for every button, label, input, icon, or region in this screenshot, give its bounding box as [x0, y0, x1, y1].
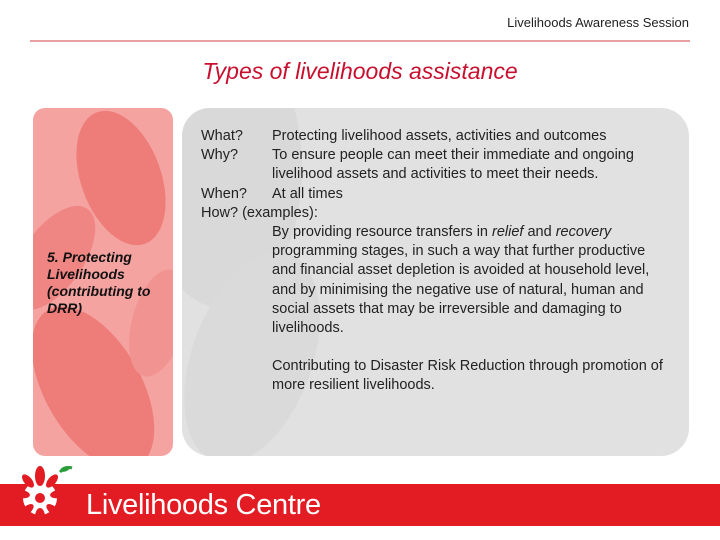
why-row — [182, 146, 682, 184]
when-row — [182, 185, 682, 204]
footer-brand: Livelihoods Centre — [86, 489, 321, 521]
panel-label: 5. Protecting Livelihoods (contributing to DRR) — [47, 249, 151, 316]
when-key: When? — [201, 185, 247, 202]
how-key: How? (examples): — [201, 204, 318, 221]
why-value: To ensure people can meet their immediate and ongoing livelihood assets and activities to meet their needs. — [272, 147, 634, 183]
what-key: What? — [201, 128, 243, 144]
livelihoods-logo-icon — [0, 462, 86, 530]
how-paragraph-2: Contributing to Disaster Risk Reduction through promotion of more resilient livelihoods. — [272, 358, 663, 394]
content-text — [182, 127, 682, 396]
header-divider — [30, 40, 690, 42]
slide-title: Types of livelihoods assistance — [202, 58, 518, 84]
when-value: At all times — [272, 185, 343, 202]
why-key: Why? — [201, 147, 239, 164]
how-paragraph-1: By providing resource transfers in relief and recovery programming stages, in such a way that further productive and financial asset depletion is avoided at household level, and by minimising the negative use of natural, human and social assets that may be irreversible and damaging to livelihoods. — [272, 224, 650, 337]
what-value: Protecting livelihood assets, activities and outcomes — [272, 128, 607, 144]
what-row — [182, 127, 682, 146]
left-panel — [33, 108, 173, 456]
header-title: Livelihoods Awareness Session — [507, 15, 689, 30]
